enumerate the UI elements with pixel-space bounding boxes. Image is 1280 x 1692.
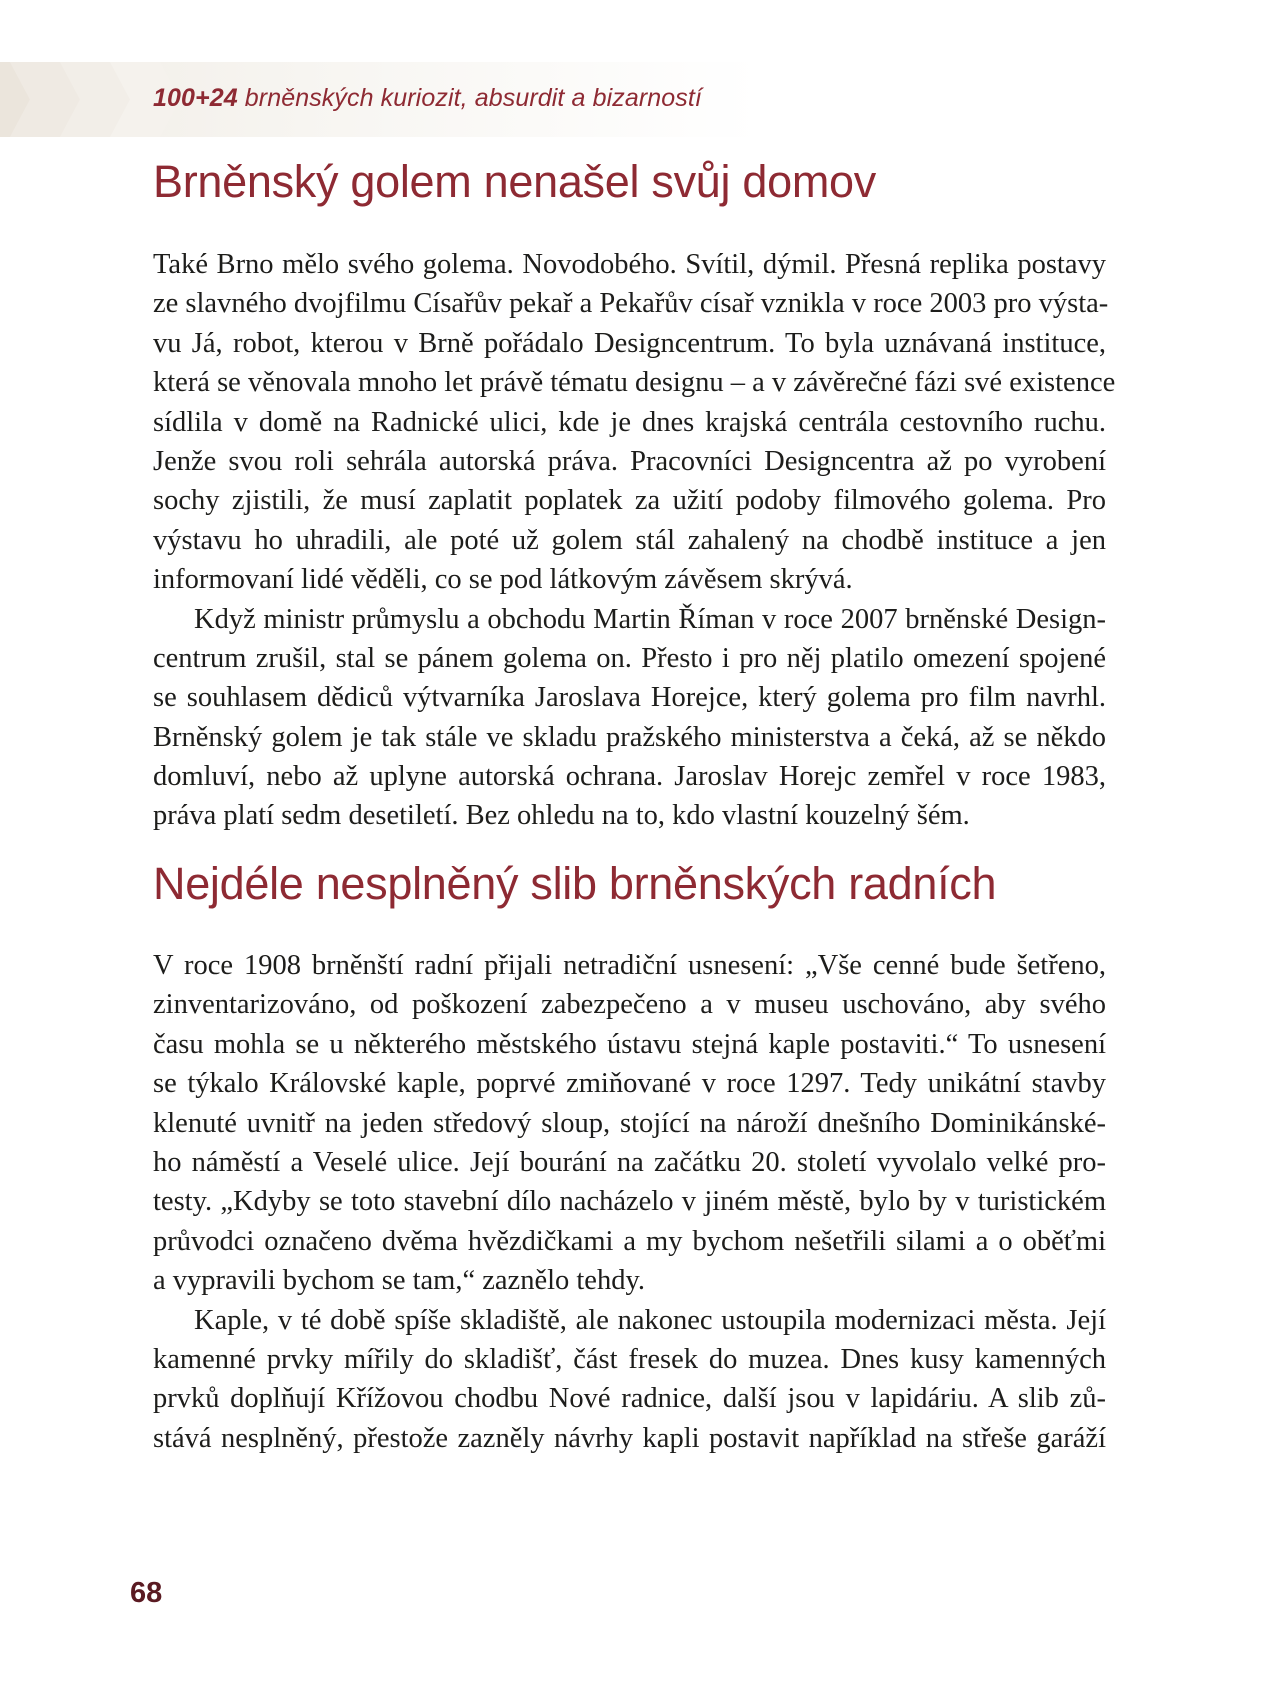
- paragraph-line: prvků doplňují Křížovou chodbu Nové radnice, další jsou v lapidáriu. A slib zů-: [153, 1383, 1106, 1415]
- paragraph-line: stává nesplněný, přestože zazněly návrhy kapli postavit například na střeše garáží: [153, 1422, 1106, 1454]
- paragraph-line: se týkalo Královské kaple, poprvé zmiňované v roce 1297. Tedy unikátní stavby: [153, 1068, 1106, 1100]
- paragraph-line: domluví, nebo až uplyne autorská ochrana. Jaroslav Horejc zemřel v roce 1983,: [153, 761, 1106, 793]
- paragraph-line: se souhlasem dědiců výtvarníka Jaroslava Horejce, který golema pro film navrhl.: [153, 682, 1106, 714]
- paragraph-line: Také Brno mělo svého golema. Novodobého. Svítil, dýmil. Přesná replika postavy: [153, 249, 1106, 280]
- paragraph-line: vu Já, robot, kterou v Brně pořádalo Designcentrum. To byla uznávaná instituce,: [153, 327, 1106, 359]
- paragraph-line: a vypravili bychom se tam,“ zaznělo tehdy.: [153, 1265, 645, 1297]
- paragraph-line: centrum zrušil, stal se pánem golema on. Přesto i pro něj platilo omezení spojené: [153, 642, 1106, 674]
- article-body-golem: [153, 245, 1116, 836]
- paragraph-line: klenuté uvnitř na jeden středový sloup, stojící na nároží dnešního Dominikánské-: [153, 1107, 1106, 1139]
- book-title-number: 100+24: [153, 84, 238, 112]
- article-body-radni: [153, 946, 1106, 1458]
- paragraph-line: práva platí sedm desetiletí. Bez ohledu na to, kdo vlastní kouzelný šém.: [153, 800, 970, 832]
- paragraph-line: ho náměstí a Veselé ulice. Její bourání na začátku 20. století vyvolalo velké pro-: [153, 1146, 1106, 1178]
- page-number: 68: [130, 1577, 163, 1609]
- book-title-text: brněnských kuriozit, absurdit a bizarností: [237, 84, 702, 112]
- paragraph-line: průvodci označeno dvěma hvězdičkami a my bychom nešetřili silami a o oběťmi: [153, 1225, 1106, 1257]
- paragraph-line: V roce 1908 brněnští radní přijali netradiční usnesení: „Vše cenné bude šetřeno,: [153, 950, 1106, 981]
- paragraph-line: Jenže svou roli sehrála autorská práva. Pracovníci Designcentra až po vyrobení: [153, 445, 1106, 477]
- paragraph-line: sochy zjistili, že musí zaplatit poplatek za užití podoby filmového golema. Pro: [153, 485, 1106, 517]
- paragraph-line: která se věnovala mnoho let právě tématu designu – a v závěrečné fázi své existence: [153, 367, 1116, 399]
- paragraph-line: sídlila v domě na Radnické ulici, kde je dnes krajská centrála cestovního ruchu.: [153, 406, 1106, 438]
- paragraph-line: Brněnský golem je tak stále ve skladu pražského ministerstva a čeká, až se někdo: [153, 721, 1106, 753]
- running-header: [153, 84, 702, 113]
- paragraph-line: času mohla se u některého městského ústavu stejná kaple postaviti.“ To usnesení: [153, 1028, 1106, 1060]
- paragraph-line: informovaní lidé věděli, co se pod látkovým závěsem skrývá.: [153, 564, 853, 596]
- section-title-golem: Brněnský golem nenašel svůj domov: [153, 156, 876, 207]
- paragraph-line: Když ministr průmyslu a obchodu Martin Říman v roce 2007 brněnské Design-: [194, 603, 1106, 635]
- paragraph-line: testy. „Kdyby se toto stavební dílo nacházelo v jiném městě, bylo by v turistickém: [153, 1186, 1106, 1218]
- paragraph-line: Kaple, v té době spíše skladiště, ale nakonec ustoupila modernizaci města. Její: [194, 1304, 1106, 1336]
- paragraph-line: ze slavného dvojfilmu Císařův pekař a Pekařův císař vznikla v roce 2003 pro výsta-: [153, 288, 1109, 320]
- paragraph-line: zinventarizováno, od poškození zabezpečeno a v museu uschováno, aby svého: [153, 989, 1106, 1021]
- paragraph-line: kamenné prvky mířily do skladišť, část fresek do muzea. Dnes kusy kamenných: [153, 1343, 1106, 1375]
- paragraph-line: výstavu ho uhradili, ale poté už golem stál zahalený na chodbě instituce a jen: [153, 524, 1106, 556]
- section-title-radni: Nejdéle nesplněný slib brněnských radních: [153, 858, 997, 909]
